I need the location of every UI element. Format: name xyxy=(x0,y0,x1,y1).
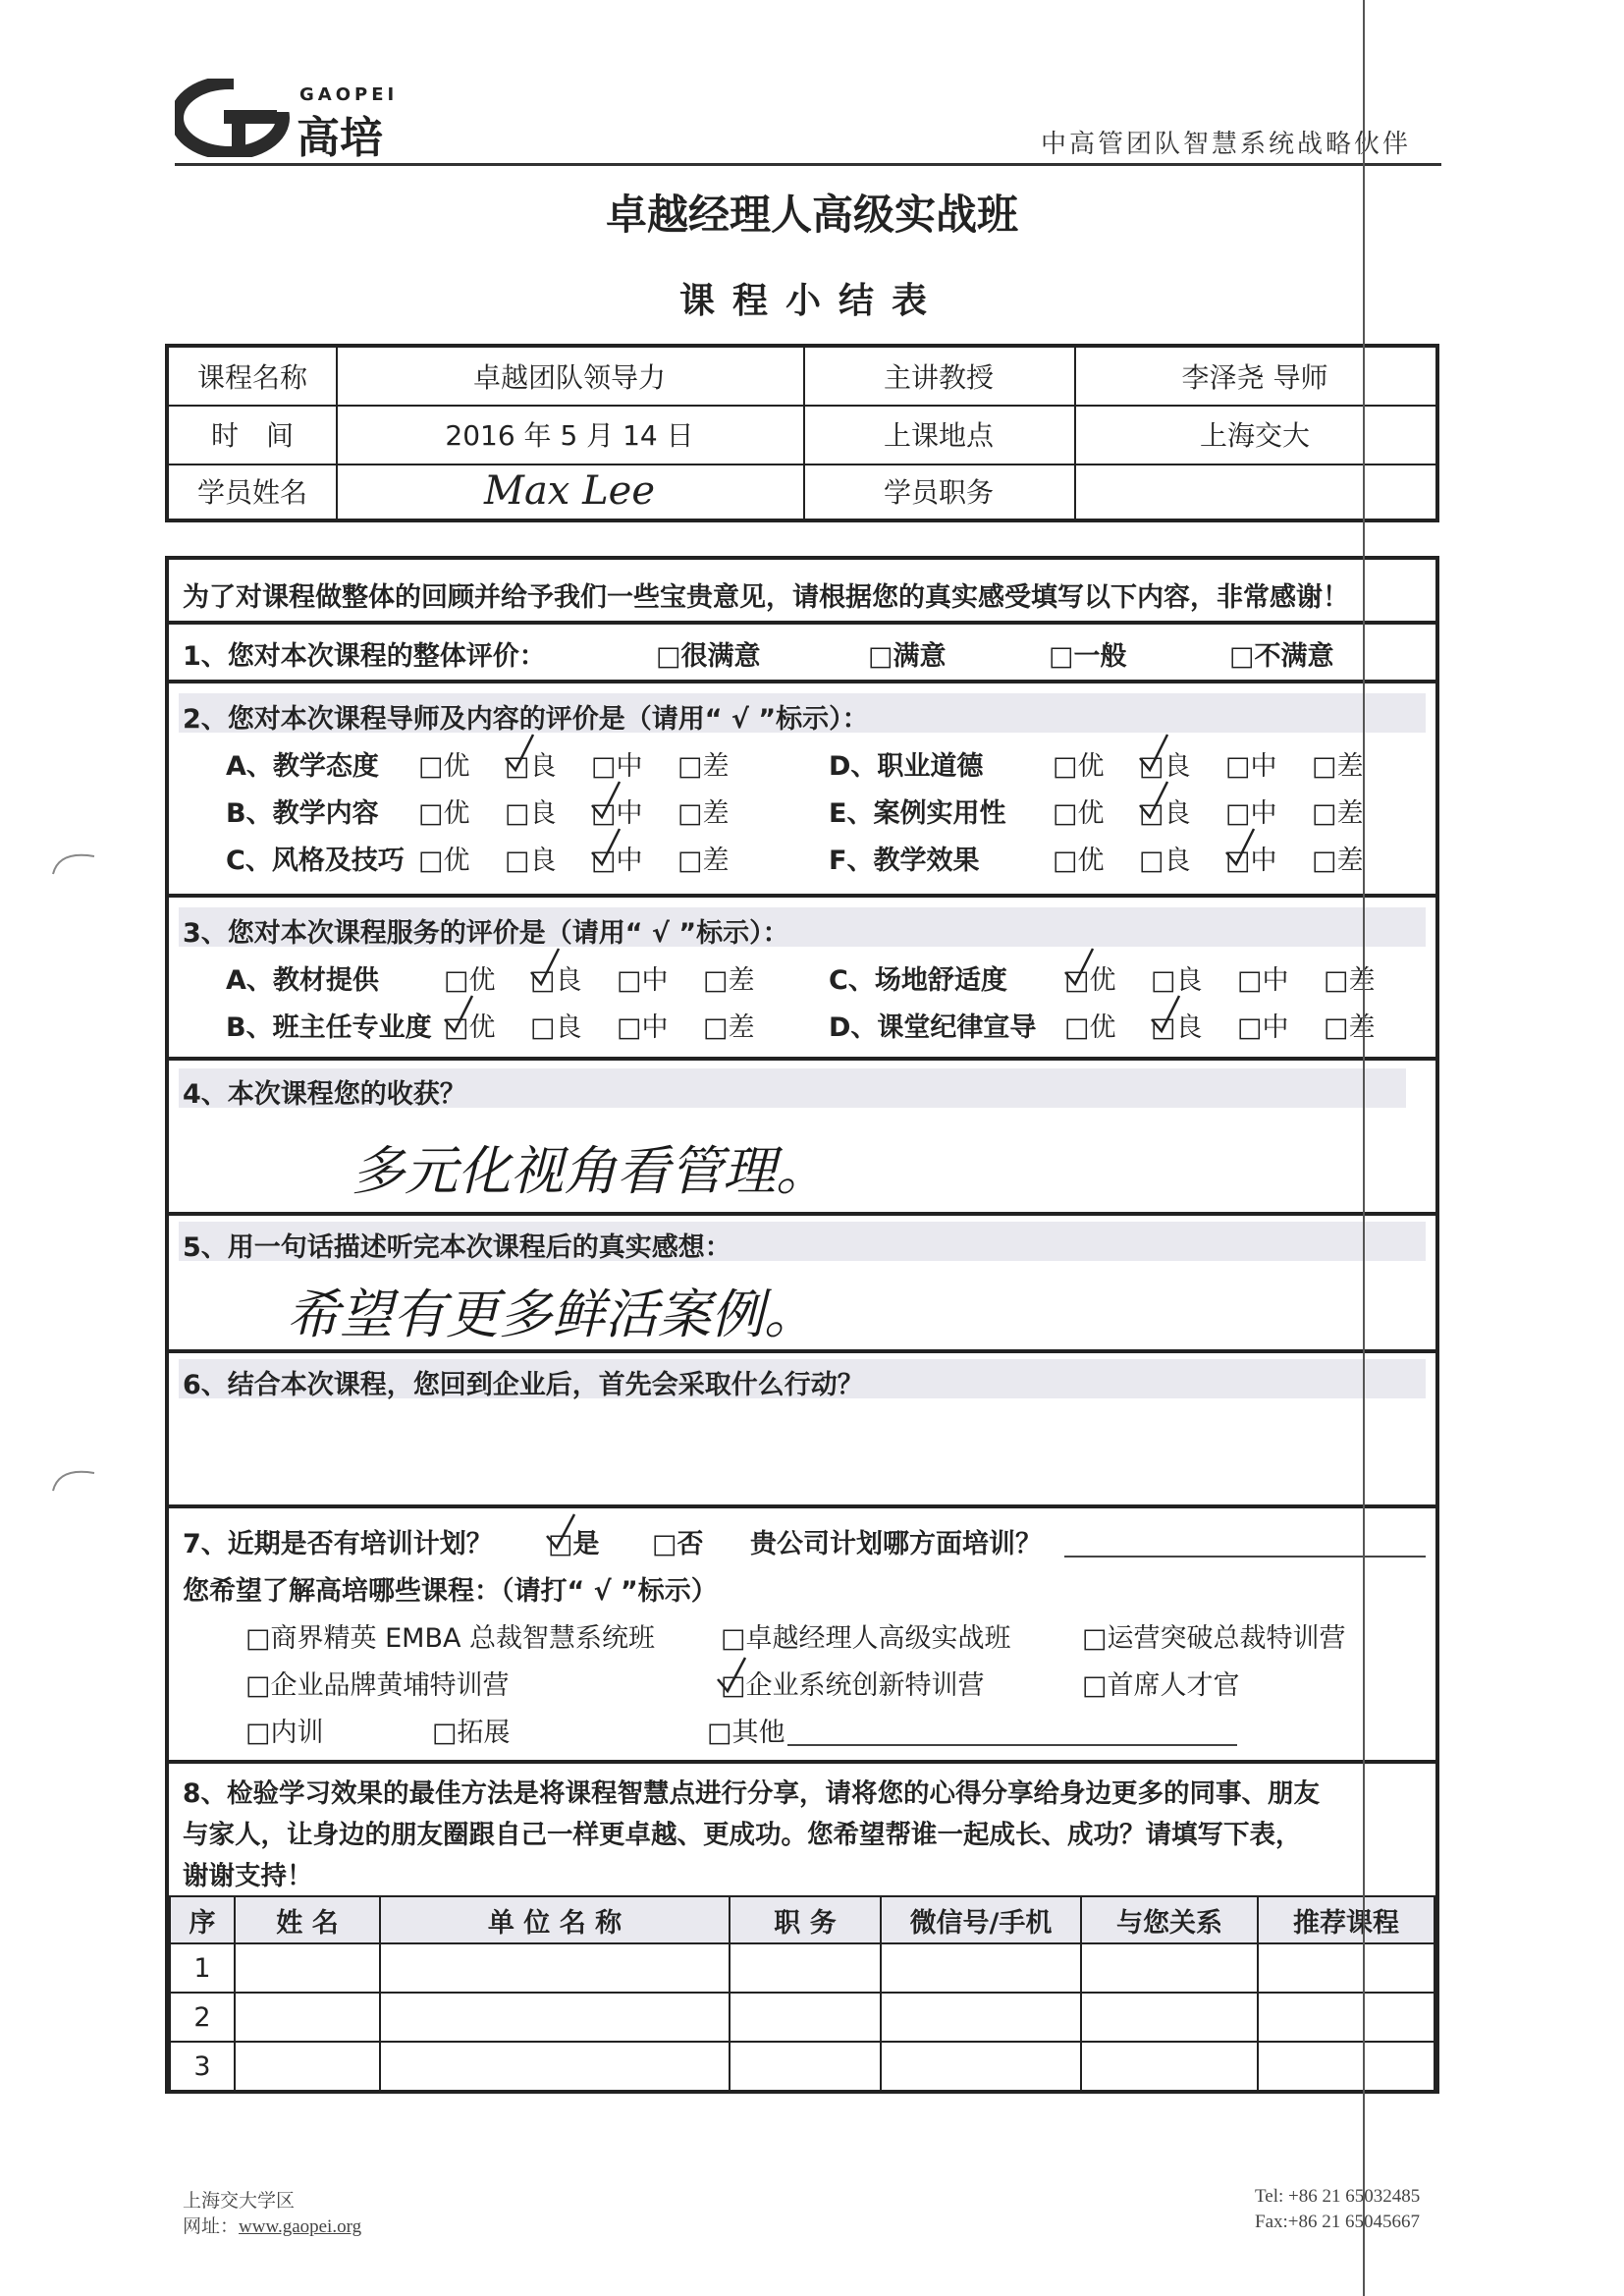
q3-rating-option[interactable]: □中 xyxy=(617,965,669,996)
q5-handwritten-answer[interactable]: 希望有更多鲜活案例。 xyxy=(287,1284,817,1345)
q2-rating-option[interactable]: □中 xyxy=(591,751,643,782)
location-value[interactable]: 上海交大 xyxy=(1199,419,1310,452)
q4-handwritten-answer[interactable]: 多元化视角看管理。 xyxy=(352,1140,829,1202)
table-cell[interactable] xyxy=(380,1993,730,2042)
table-cell[interactable] xyxy=(1081,1993,1258,2042)
punch-hole-icon xyxy=(49,1463,98,1493)
q2-rating-option[interactable]: □差 xyxy=(1312,846,1364,876)
header-divider xyxy=(175,163,1441,166)
q3-rating-option[interactable]: □优 xyxy=(1064,1012,1116,1043)
q3-item-label: A、教材提供 xyxy=(226,965,379,996)
table-cell[interactable] xyxy=(881,1943,1081,1993)
q2-rating-option[interactable]: □良 xyxy=(505,798,557,829)
table-cell[interactable] xyxy=(1258,1993,1435,2042)
q3-rating-option[interactable]: □差 xyxy=(703,965,755,996)
q3-rating-option[interactable]: □优 xyxy=(444,1012,496,1043)
q3-rating-option[interactable]: □优 xyxy=(1064,965,1116,996)
q2-rating-option[interactable]: □优 xyxy=(1053,751,1105,782)
q2-checkmark-icon xyxy=(503,733,536,772)
logo-english-name: GAOPEI xyxy=(299,84,399,105)
q2-checkmark-icon xyxy=(589,827,623,866)
q2-rating-option[interactable]: □良 xyxy=(1139,751,1191,782)
q2-rating-option[interactable]: □差 xyxy=(677,846,730,876)
footer-website-link[interactable]: www.gaopei.org xyxy=(239,2216,362,2237)
q3-checkmark-icon xyxy=(442,994,475,1033)
professor-value[interactable]: 李泽尧 导师 xyxy=(1181,361,1328,394)
table-cell[interactable] xyxy=(730,1943,881,1993)
innovation-checkmark-icon xyxy=(715,1656,748,1695)
student-position-value[interactable] xyxy=(1074,464,1435,519)
location-label: 上课地点 xyxy=(883,419,994,452)
q3-rating-option[interactable]: □良 xyxy=(530,965,582,996)
col-index: 序 xyxy=(170,1896,235,1943)
q2-rating-option[interactable]: □优 xyxy=(418,751,470,782)
logo-chinese-name: 高培 xyxy=(297,113,383,163)
student-position-label: 学员职务 xyxy=(883,476,994,509)
table-cell[interactable] xyxy=(235,2042,380,2091)
q2-checkmark-icon xyxy=(589,780,623,819)
q2-rating-option[interactable]: □差 xyxy=(677,751,730,782)
q2-item-label: F、教学效果 xyxy=(829,846,980,876)
q2-rating-option[interactable]: □优 xyxy=(1053,846,1105,876)
company-tagline: 中高管团队智慧系统战略伙伴 xyxy=(1041,130,1412,159)
q2-rating-option[interactable]: □良 xyxy=(505,846,557,876)
course-info-table xyxy=(165,344,1439,522)
q5-label: 5、用一句话描述听完本次课程后的真实感想： xyxy=(183,1232,731,1263)
q7-courses-label: 您希望了解高培哪些课程：（请打“ √ ”标示） xyxy=(183,1576,718,1607)
q8-text-line1: 8、检验学习效果的最佳方法是将课程智慧点进行分享，请将您的心得分享给身边更多的同事、朋友 xyxy=(183,1778,1320,1809)
q2-item-label: C、风格及技巧 xyxy=(226,846,405,876)
q2-rating-option[interactable]: □优 xyxy=(418,798,470,829)
course-other-field[interactable] xyxy=(787,1715,1237,1746)
q3-rating-option[interactable]: □差 xyxy=(1324,1012,1376,1043)
q3-rating-option[interactable]: □良 xyxy=(530,1012,582,1043)
q1-option-unsatisfied[interactable]: □不满意 xyxy=(1229,641,1334,672)
row-index: 2 xyxy=(170,1993,235,2042)
q2-item-label: A、教学态度 xyxy=(226,751,379,782)
q2-rating-option[interactable]: □中 xyxy=(591,798,643,829)
survey-form xyxy=(165,556,1439,2094)
table-row xyxy=(170,2042,1435,2091)
table-cell[interactable] xyxy=(1081,1943,1258,1993)
table-cell[interactable] xyxy=(730,1993,881,2042)
q3-checkmark-icon xyxy=(1149,994,1182,1033)
table-cell[interactable] xyxy=(881,2042,1081,2091)
q3-rating-option[interactable]: □优 xyxy=(444,965,496,996)
q2-rating-option[interactable]: □良 xyxy=(505,751,557,782)
table-cell[interactable] xyxy=(1081,2042,1258,2091)
course-option-brand[interactable]: □企业品牌黄埔特训营 xyxy=(245,1670,510,1701)
footer-tel: Tel: +86 21 65032485 xyxy=(1255,2186,1421,2207)
table-cell[interactable] xyxy=(730,2042,881,2091)
table-cell[interactable] xyxy=(881,1993,1081,2042)
q2-rating-option[interactable]: □中 xyxy=(591,846,643,876)
footer-fax: Fax:+86 21 65045667 xyxy=(1255,2212,1420,2232)
referral-table xyxy=(169,1895,1435,2092)
q2-item-label: E、案例实用性 xyxy=(829,798,1006,829)
footer-website-label: 网址： xyxy=(183,2216,240,2237)
table-cell[interactable] xyxy=(1258,1943,1435,1993)
q1-label: 1、您对本次课程的整体评价： xyxy=(183,641,546,672)
q7-yes-checkmark-icon xyxy=(544,1512,577,1552)
q2-rating-option[interactable]: □中 xyxy=(1225,751,1277,782)
q2-rating-option[interactable]: □差 xyxy=(677,798,730,829)
q2-rating-option[interactable]: □中 xyxy=(1225,846,1277,876)
col-relationship: 与您关系 xyxy=(1081,1896,1258,1943)
q6-answer-area[interactable] xyxy=(183,1414,1410,1473)
q2-rating-option[interactable]: □优 xyxy=(1053,798,1105,829)
course-option-manager-class[interactable]: □卓越经理人高级实战班 xyxy=(721,1623,1011,1654)
q3-rating-option[interactable]: □良 xyxy=(1151,1012,1203,1043)
q3-rating-option[interactable]: □良 xyxy=(1151,965,1203,996)
col-name: 姓 名 xyxy=(235,1896,380,1943)
q2-checkmark-icon xyxy=(1137,780,1170,819)
course-option-inhouse[interactable]: □内训 xyxy=(245,1718,324,1748)
student-name-signature[interactable]: Max Lee xyxy=(484,468,655,514)
q7-which-training-field[interactable] xyxy=(1064,1526,1426,1558)
q4-label: 4、本次课程您的收获？ xyxy=(183,1079,466,1110)
q2-rating-option[interactable]: □差 xyxy=(1312,798,1364,829)
gaopei-logo-icon xyxy=(175,79,291,157)
professor-label: 主讲教授 xyxy=(883,361,994,394)
col-company: 单 位 名 称 xyxy=(380,1896,730,1943)
footer-website-row xyxy=(183,2212,361,2238)
punch-hole-icon xyxy=(49,847,98,876)
table-cell[interactable] xyxy=(380,2042,730,2091)
footer-campus: 上海交大学区 xyxy=(183,2191,296,2212)
q1-option-average[interactable]: □一般 xyxy=(1049,641,1127,672)
q7-which-training-label: 贵公司计划哪方面培训？ xyxy=(750,1529,1042,1559)
q7-label: 7、近期是否有培训计划？ xyxy=(183,1529,493,1559)
document-subtitle: 课程小结表 xyxy=(678,281,945,321)
q1-option-satisfied[interactable]: □满意 xyxy=(868,641,947,672)
q8-text-line3: 谢谢支持！ xyxy=(183,1861,313,1891)
col-wechat-phone: 微信号/手机 xyxy=(881,1896,1081,1943)
table-cell[interactable] xyxy=(1258,2042,1435,2091)
q8-text-line2: 与家人，让身边的朋友圈跟自己一样更卓越、更成功。您希望帮谁一起成长、成功？请填写下表， xyxy=(183,1820,1302,1850)
table-cell[interactable] xyxy=(235,1943,380,1993)
q1-option-very-satisfied[interactable]: □很满意 xyxy=(656,641,761,672)
table-row xyxy=(170,1993,1435,2042)
q2-checkmark-icon xyxy=(1137,733,1170,772)
row-index: 3 xyxy=(170,2042,235,2091)
time-value[interactable]: 2016 年 5 月 14 日 xyxy=(445,419,694,452)
q7-yes-option[interactable]: □是 xyxy=(548,1529,600,1559)
q3-rating-option[interactable]: □中 xyxy=(1237,1012,1289,1043)
col-position: 职 务 xyxy=(730,1896,881,1943)
q2-item-label: B、教学内容 xyxy=(226,798,379,829)
q6-label: 6、结合本次课程，您回到企业后，首先会采取什么行动？ xyxy=(183,1370,864,1400)
intro-text: 为了对课程做整体的回顾并给予我们一些宝贵意见，请根据您的真实感受填写以下内容，非常感谢！ xyxy=(183,582,1349,613)
table-cell[interactable] xyxy=(380,1943,730,1993)
q3-item-label: B、班主任专业度 xyxy=(226,1012,432,1043)
q3-checkmark-icon xyxy=(1062,947,1096,986)
q7-no-option[interactable]: □否 xyxy=(652,1529,704,1559)
q3-rating-option[interactable]: □差 xyxy=(1324,965,1376,996)
q2-rating-option[interactable]: □差 xyxy=(1312,751,1364,782)
q3-label: 3、您对本次课程服务的评价是（请用“ √ ”标示）： xyxy=(183,918,789,949)
course-option-innovation[interactable]: □企业系统创新特训营 xyxy=(721,1670,985,1701)
course-name-value[interactable]: 卓越团队领导力 xyxy=(472,361,666,394)
student-name-label: 学员姓名 xyxy=(196,476,307,509)
q2-rating-option[interactable]: □良 xyxy=(1139,846,1191,876)
table-row xyxy=(170,1943,1435,1993)
col-recommended-course: 推荐课程 xyxy=(1258,1896,1435,1943)
course-name-label: 课程名称 xyxy=(196,361,307,394)
table-cell[interactable] xyxy=(235,1993,380,2042)
q2-item-label: D、职业道德 xyxy=(829,751,984,782)
q3-checkmark-icon xyxy=(528,947,562,986)
q2-rating-option[interactable]: □良 xyxy=(1139,798,1191,829)
document-title: 卓越经理人高级实战班 xyxy=(605,191,1018,239)
q2-label: 2、您对本次课程导师及内容的评价是（请用“ √ ”标示）： xyxy=(183,704,869,735)
q2-checkmark-icon xyxy=(1223,827,1257,866)
q3-rating-option[interactable]: □中 xyxy=(617,1012,669,1043)
row-index: 1 xyxy=(170,1943,235,1993)
course-option-outdoor[interactable]: □拓展 xyxy=(432,1718,511,1748)
q2-rating-option[interactable]: □中 xyxy=(1225,798,1277,829)
time-label: 时 间 xyxy=(210,419,294,452)
q3-rating-option[interactable]: □中 xyxy=(1237,965,1289,996)
scan-fold-line xyxy=(1363,0,1365,2296)
q2-rating-option[interactable]: □优 xyxy=(418,846,470,876)
course-option-other[interactable]: □其他 xyxy=(707,1718,785,1748)
course-option-talent-officer[interactable]: □首席人才官 xyxy=(1082,1670,1240,1701)
q3-item-label: C、场地舒适度 xyxy=(829,965,1007,996)
q3-rating-option[interactable]: □差 xyxy=(703,1012,755,1043)
course-option-emba[interactable]: □商界精英 EMBA 总裁智慧系统班 xyxy=(245,1623,656,1654)
course-option-operations[interactable]: □运营突破总裁特训营 xyxy=(1082,1623,1346,1654)
q3-item-label: D、课堂纪律宣导 xyxy=(829,1012,1037,1043)
